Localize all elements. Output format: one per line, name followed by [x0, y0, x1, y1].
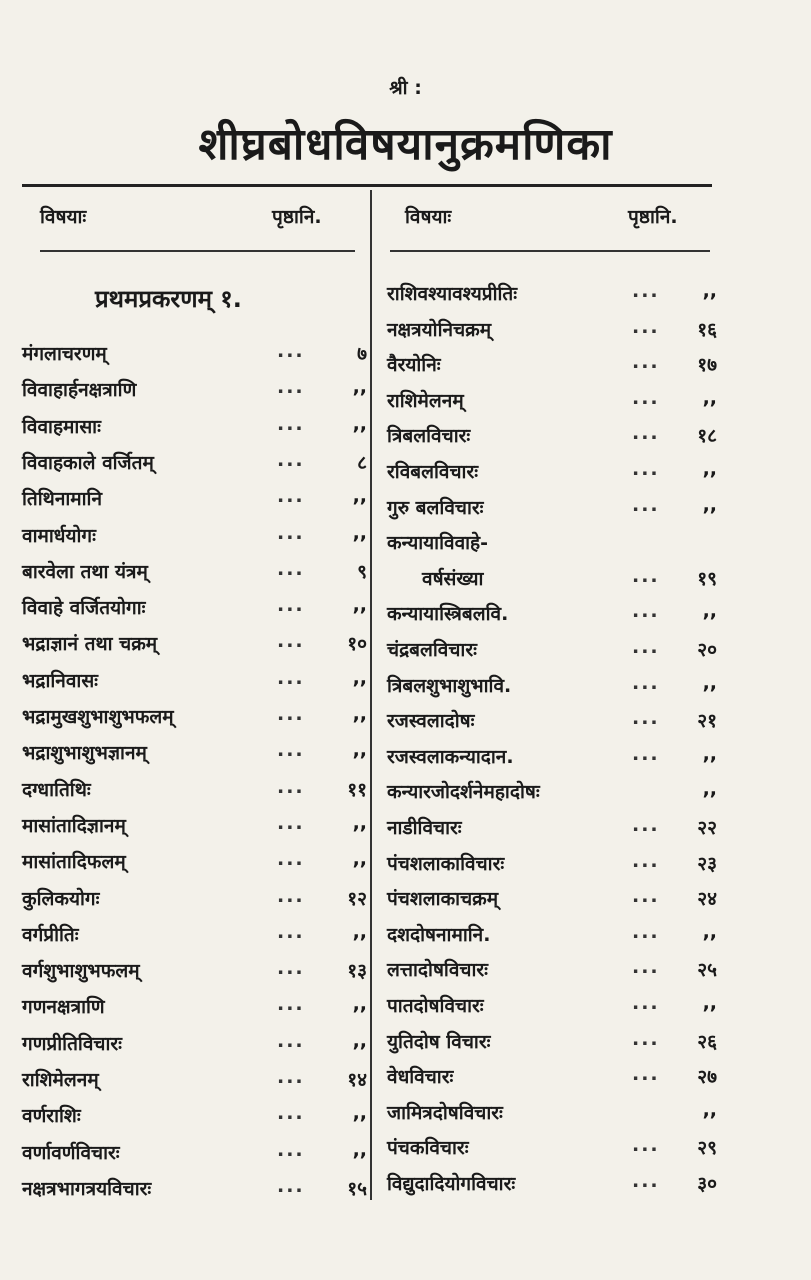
leader-dots: ...: [277, 448, 305, 471]
index-entry: [387, 422, 717, 454]
index-entry: [22, 703, 367, 735]
entry-title: जामित्रदोषविचारः: [387, 1101, 503, 1124]
entry-page-number: ,,: [352, 521, 367, 544]
leader-dots: ...: [277, 630, 305, 653]
section-heading: प्रथमप्रकरणम् १.: [95, 285, 242, 313]
index-entry: [22, 1066, 367, 1098]
entry-page-number: ,,: [702, 600, 717, 623]
entry-title: पंचकविचारः: [387, 1137, 469, 1160]
entry-title: रविबलविचारः: [387, 461, 479, 483]
entry-title: विवाहार्हनक्षत्राणि: [22, 379, 137, 402]
leader-dots: ...: [277, 1102, 305, 1125]
entry-title: रजस्वलाकन्यादान.: [387, 745, 514, 768]
leader-dots: ...: [632, 1027, 660, 1050]
entry-page-number: २१: [697, 710, 717, 733]
index-entry: [387, 778, 717, 810]
entry-page-number: ,,: [352, 666, 367, 689]
index-entry: [22, 376, 367, 408]
leader-dots: ...: [277, 884, 305, 907]
leader-dots: ...: [277, 1174, 305, 1197]
entry-title: दग्धातिथिः: [22, 778, 91, 801]
entry-title: कन्यारजोदर्शनेमहादोषः: [387, 781, 540, 804]
leader-dots: ...: [632, 707, 660, 730]
entry-page-number: ,,: [702, 778, 717, 801]
leader-dots: ...: [632, 956, 660, 979]
entry-page-number: २४: [697, 888, 717, 911]
index-entry: [22, 413, 367, 445]
invocation: श्री :: [389, 77, 422, 99]
entry-title: गणप्रीतिविचारः: [22, 1032, 122, 1055]
entry-page-number: १४: [347, 1069, 367, 1091]
index-entry: [22, 522, 367, 554]
index-entry: [22, 921, 367, 953]
index-entry: [22, 776, 367, 808]
index-entry: [387, 351, 717, 383]
index-entry: [387, 316, 717, 348]
leader-dots: ...: [632, 671, 660, 694]
index-entry: [387, 494, 717, 526]
entry-page-number: ,,: [352, 811, 367, 834]
leader-dots: ...: [277, 775, 305, 798]
index-entry: [387, 992, 717, 1024]
entry-title: भद्राज्ञानं तथा चक्रम्: [22, 633, 158, 656]
leader-dots: ...: [277, 1138, 305, 1161]
leader-dots: ...: [277, 666, 305, 689]
entry-title: वर्षसंख्या: [422, 567, 484, 590]
leader-dots: ...: [277, 521, 305, 544]
leader-dots: ...: [632, 814, 660, 836]
entry-title: नक्षत्रयोनिचक्रम्: [387, 318, 492, 341]
page-title: शीघ्रबोधविषयानुक्रमणिका: [198, 119, 613, 170]
entry-title: रजस्वलादोषः: [387, 710, 475, 733]
index-entry: [387, 850, 717, 882]
entry-title: कन्यायाविवाहे-: [387, 532, 489, 555]
leader-dots: ...: [277, 340, 305, 362]
entry-title: कुलिकयोगः: [22, 887, 100, 910]
index-entry: [387, 1028, 717, 1060]
entry-page-number: ,,: [702, 920, 717, 943]
entry-title: गणनक्षत्राणि: [22, 996, 105, 1019]
entry-page-number: ,,: [702, 458, 717, 480]
index-entry: [387, 1134, 717, 1166]
index-entry: [387, 636, 717, 668]
title-rule: [22, 184, 712, 187]
index-entry: [22, 630, 367, 662]
entry-title: तिथिनामानि: [22, 488, 103, 511]
leader-dots: ...: [277, 485, 305, 508]
entry-title: कन्यायास्त्रिबलवि.: [387, 603, 509, 626]
leader-dots: ...: [277, 703, 305, 725]
index-entry: [387, 921, 717, 953]
entry-title: राशिमेलनम्: [22, 1069, 99, 1091]
entry-title: वामार्धयोगः: [22, 524, 96, 547]
leader-dots: ...: [632, 351, 660, 374]
entry-title: भद्राशुभाशुभज्ञानम्: [22, 742, 147, 765]
entry-title: वर्णावर्णविचारः: [22, 1141, 120, 1164]
index-entry: [22, 1175, 367, 1207]
index-entry: [22, 594, 367, 626]
entry-page-number: ७: [357, 343, 367, 365]
index-entry: [22, 848, 367, 880]
leader-dots: ...: [632, 742, 660, 765]
entry-title: पंचशलाकाविचारः: [387, 852, 505, 875]
entry-page-number: ,,: [352, 920, 367, 943]
entry-page-number: ,,: [702, 671, 717, 694]
leader-dots: ...: [277, 376, 305, 399]
entry-title: वेधविचारः: [387, 1066, 454, 1089]
index-entry: [22, 340, 367, 372]
index-entry: [387, 885, 717, 917]
index-entry: [22, 739, 367, 771]
leader-dots: ...: [277, 557, 305, 580]
entry-page-number: १०: [347, 633, 367, 656]
entry-page-number: १७: [697, 354, 717, 377]
entry-title: नक्षत्रभागत्रयविचारः: [22, 1177, 152, 1200]
index-entry: [387, 387, 717, 419]
index-entry: [387, 814, 717, 846]
entry-page-number: ३०: [697, 1173, 717, 1195]
entry-page-number: ११: [347, 778, 367, 801]
entry-page-number: ,,: [352, 1138, 367, 1161]
entry-title: विवाहमासाः: [22, 415, 101, 438]
entry-page-number: २७: [697, 1066, 717, 1089]
leader-dots: ...: [277, 848, 305, 871]
index-entry: [387, 672, 717, 704]
index-entry: [387, 600, 717, 632]
leader-dots: ...: [632, 849, 660, 872]
leader-dots: ...: [277, 412, 305, 435]
right-page-header: पृष्ठानि.: [628, 206, 678, 228]
entry-title: भद्रामुखशुभाशुभफलम्: [22, 706, 174, 728]
entry-title: विवाहे वर्जितयोगाः: [22, 597, 146, 620]
entry-title: मासांतादिफलम्: [22, 851, 126, 874]
leader-dots: ...: [632, 564, 660, 587]
index-entry: [22, 885, 367, 917]
entry-title: त्रिबलशुभाशुभावि.: [387, 674, 512, 697]
entry-title: वर्णराशिः: [22, 1105, 81, 1128]
leader-dots: ...: [277, 739, 305, 762]
right-subject-header: विषयाः: [405, 206, 452, 228]
entry-title: भद्रानिवासः: [22, 669, 99, 692]
entry-page-number: २९: [697, 1137, 717, 1160]
index-entry: [22, 1030, 367, 1062]
leader-dots: ...: [277, 920, 305, 943]
entry-page-number: ,,: [352, 1102, 367, 1125]
entry-page-number: १९: [697, 567, 717, 590]
leader-dots: ...: [277, 993, 305, 1016]
index-entry: [387, 280, 717, 312]
leader-dots: ...: [632, 1134, 660, 1157]
entry-page-number: ,,: [352, 1029, 367, 1052]
entry-title: युतिदोष विचारः: [387, 1030, 491, 1053]
index-entry: [22, 1102, 367, 1134]
entry-title: पातदोषविचारः: [387, 995, 484, 1017]
index-entry: [387, 1170, 717, 1202]
leader-dots: ...: [632, 458, 660, 480]
entry-title: लत्तादोषविचारः: [387, 959, 489, 982]
leader-dots: ...: [277, 811, 305, 834]
entry-title: मासांतादिज्ञानम्: [22, 814, 126, 837]
entry-page-number: ,,: [352, 594, 367, 617]
entry-page-number: २३: [697, 852, 717, 875]
index-entry: [387, 1063, 717, 1095]
entry-page-number: १३: [347, 960, 367, 983]
index-entry: [22, 449, 367, 481]
index-entry: [22, 957, 367, 989]
entry-page-number: ,,: [352, 993, 367, 1016]
leader-dots: ...: [632, 386, 660, 409]
leader-dots: ...: [632, 422, 660, 445]
index-entry: [22, 558, 367, 590]
leader-dots: ...: [632, 315, 660, 338]
entry-title: त्रिबलविचारः: [387, 425, 471, 448]
entry-title: गुरु बलविचारः: [387, 496, 484, 519]
entry-page-number: ,,: [352, 848, 367, 871]
entry-title: दशदोषनामानि.: [387, 923, 491, 946]
entry-page-number: १८: [697, 425, 717, 448]
entry-title: वर्गशुभाशुभफलम्: [22, 960, 140, 983]
entry-page-number: २२: [697, 817, 717, 839]
index-entry: [387, 529, 717, 561]
entry-page-number: ,,: [702, 742, 717, 765]
index-entry: [22, 812, 367, 844]
entry-page-number: २५: [697, 959, 717, 982]
entry-page-number: ९: [357, 560, 367, 583]
index-entry: [22, 1139, 367, 1171]
entry-title: राशिवश्यावश्यप्रीतिः: [387, 283, 518, 305]
entry-title: पंचशलाकाचक्रम्: [387, 888, 499, 911]
leader-dots: ...: [632, 885, 660, 908]
entry-page-number: ,,: [702, 1098, 717, 1121]
right-header-rule: [390, 250, 710, 252]
entry-page-number: ,,: [702, 493, 717, 516]
leader-dots: ...: [632, 600, 660, 623]
index-entry: [387, 458, 717, 490]
leader-dots: ...: [277, 594, 305, 617]
index-entry: [22, 993, 367, 1025]
leader-dots: ...: [277, 957, 305, 980]
entry-page-number: ,,: [702, 992, 717, 1014]
index-entry: [387, 707, 717, 739]
entry-page-number: ,,: [352, 412, 367, 435]
entry-title: विद्युदादियोगविचारः: [387, 1173, 516, 1195]
index-entry: [387, 743, 717, 775]
entry-title: चंद्रबलविचारः: [387, 639, 477, 661]
left-header-rule: [40, 250, 355, 252]
entry-page-number: १६: [697, 318, 717, 341]
index-entry: [22, 485, 367, 517]
leader-dots: ...: [632, 280, 660, 302]
index-entry: [387, 565, 717, 597]
entry-page-number: ,,: [352, 376, 367, 399]
index-entry: [387, 1099, 717, 1131]
index-entry: [387, 956, 717, 988]
entry-title: वैरयोनिः: [387, 354, 441, 377]
left-subject-header: विषयाः: [40, 206, 87, 228]
leader-dots: ...: [632, 1170, 660, 1192]
leader-dots: ...: [277, 1066, 305, 1088]
entry-title: मंगलाचरणम्: [22, 343, 107, 365]
entry-page-number: ,,: [702, 280, 717, 302]
entry-title: वर्गप्रीतिः: [22, 923, 79, 946]
entry-page-number: २०: [697, 639, 717, 661]
entry-page-number: २६: [697, 1030, 717, 1053]
column-divider: [370, 190, 372, 1200]
entry-title: बारवेला तथा यंत्रम्: [22, 560, 148, 583]
entry-page-number: १५: [347, 1177, 367, 1200]
leader-dots: ...: [632, 493, 660, 516]
entry-title: नाडीविचारः: [387, 817, 462, 839]
entry-page-number: ,,: [352, 703, 367, 725]
index-entry: [22, 667, 367, 699]
left-page-header: पृष्ठानि.: [272, 206, 322, 228]
leader-dots: ...: [632, 636, 660, 658]
leader-dots: ...: [277, 1029, 305, 1052]
entry-page-number: ,,: [352, 485, 367, 508]
leader-dots: ...: [632, 920, 660, 943]
entry-title: राशिमेलनम्: [387, 389, 464, 412]
entry-page-number: १२: [347, 887, 367, 910]
entry-title: विवाहकाले वर्जितम्: [22, 451, 154, 474]
leader-dots: ...: [632, 1063, 660, 1086]
entry-page-number: ८: [357, 451, 367, 474]
entry-page-number: ,,: [352, 739, 367, 762]
entry-page-number: ,,: [702, 386, 717, 409]
leader-dots: ...: [632, 992, 660, 1014]
